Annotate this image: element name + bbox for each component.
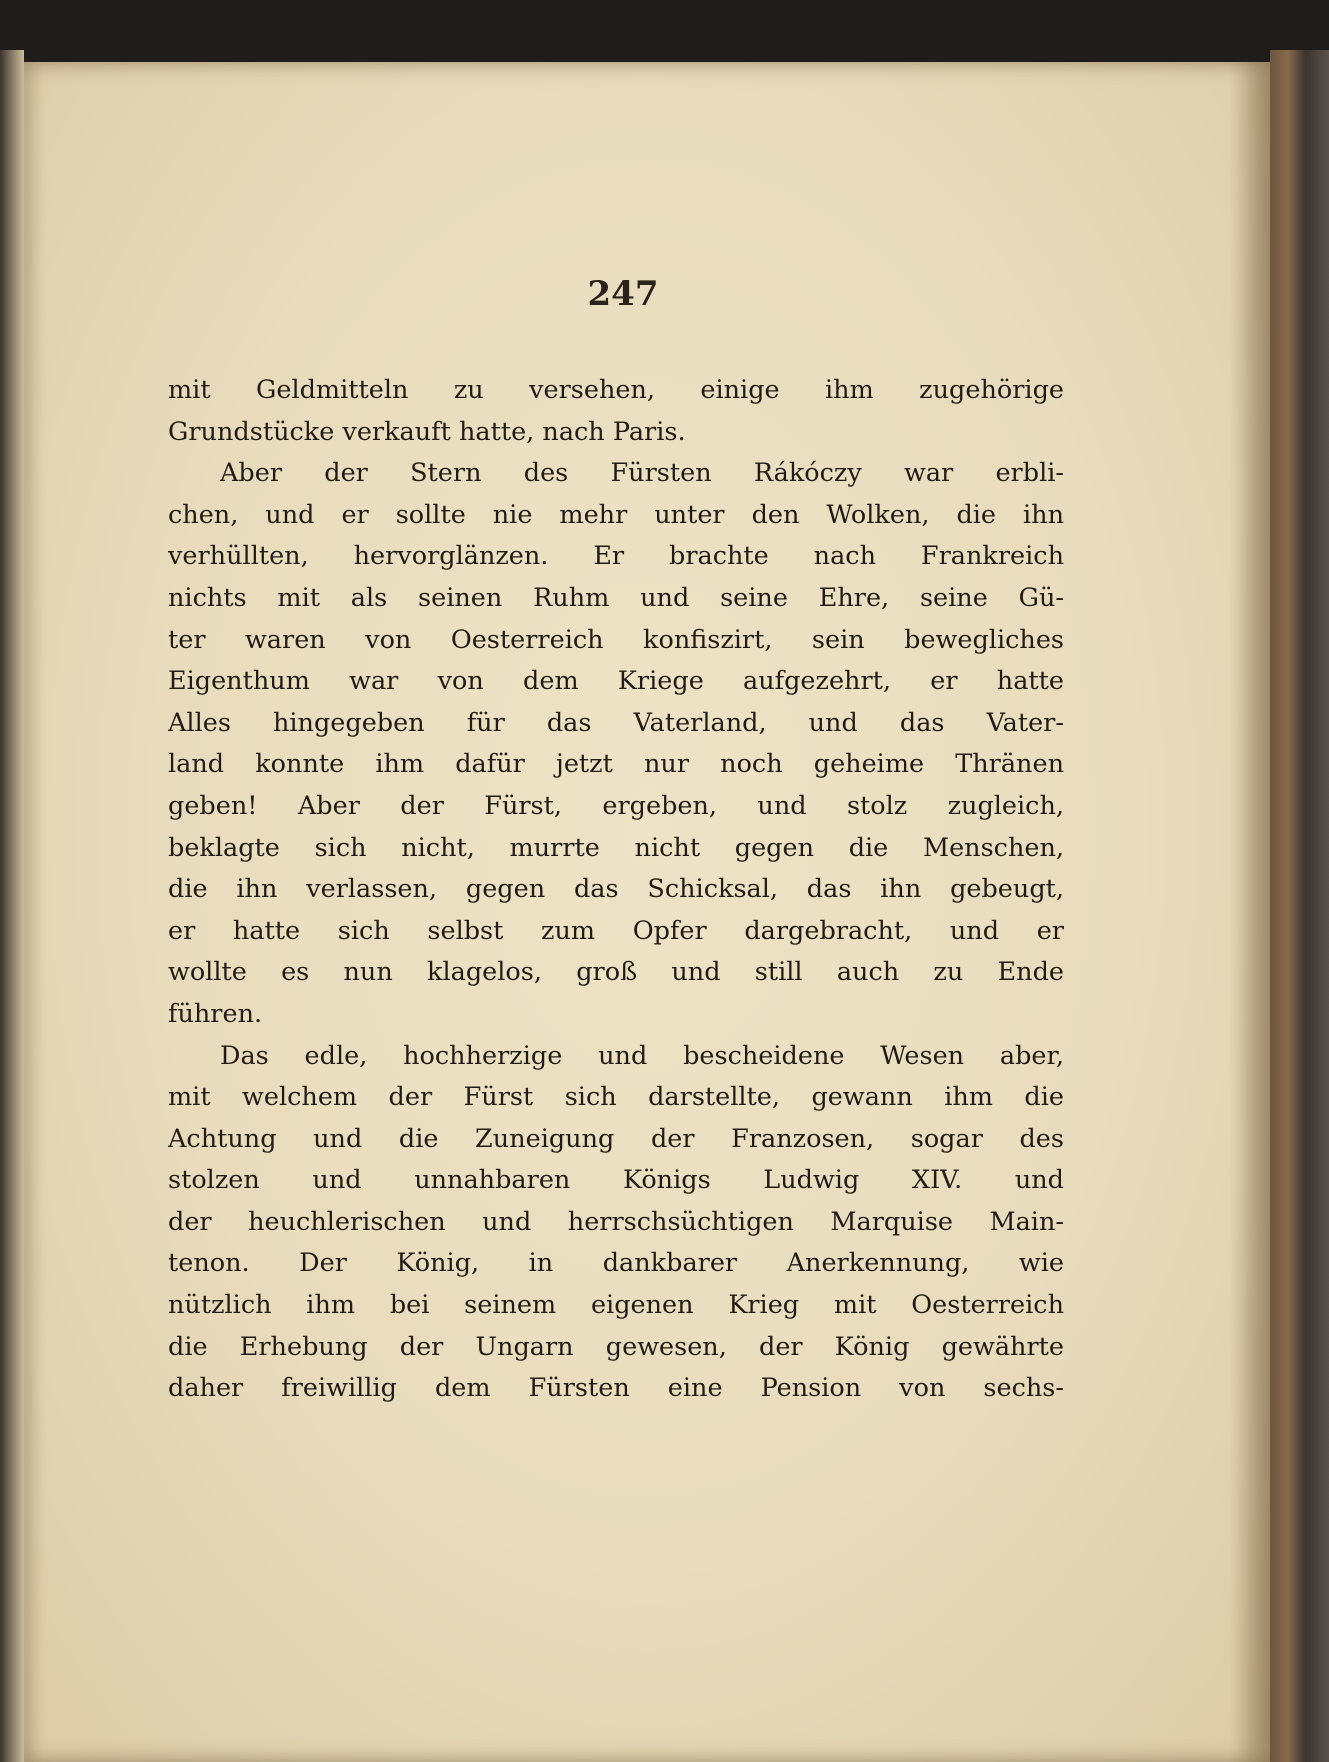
text-line: chen, und er sollte nie mehr unter den Wolken, die ihn xyxy=(168,499,1064,530)
text-line: die ihn verlassen, gegen das Schicksal, das ihn gebeugt, xyxy=(168,874,1064,905)
text-line: die Erhebung der Ungarn gewesen, der König gewährte xyxy=(168,1331,1064,1362)
text-line: Aber der Stern des Fürsten Rákóczy war erbli- xyxy=(220,458,1064,489)
text-line: verhüllten, hervorglänzen. Er brachte nach Frankreich xyxy=(168,541,1064,572)
book-page xyxy=(24,62,1270,1762)
text-line: Das edle, hochherzige und bescheidene Wesen aber, xyxy=(220,1040,1064,1071)
text-line: nichts mit als seinen Ruhm und seine Ehre, seine Gü- xyxy=(168,582,1064,613)
text-line: Alles hingegeben für das Vaterland, und das Vater- xyxy=(168,707,1064,738)
text-line: Achtung und die Zuneigung der Franzosen, sogar des xyxy=(168,1123,1064,1154)
text-line: ter waren von Oesterreich konfiszirt, sein bewegliches xyxy=(168,624,1064,655)
body-text xyxy=(168,370,1064,1520)
text-line: stolzen und unnahbaren Königs Ludwig XIV. und xyxy=(168,1165,1064,1196)
text-line: der heuchlerischen und herrschsüchtigen Marquise Main- xyxy=(168,1206,1064,1237)
text-line: mit welchem der Fürst sich darstellte, gewann ihm die xyxy=(168,1082,1064,1113)
text-line: führen. xyxy=(168,998,263,1029)
text-line: beklagte sich nicht, murrte nicht gegen die Menschen, xyxy=(168,832,1064,863)
text-line: er hatte sich selbst zum Opfer dargebracht, und er xyxy=(168,915,1064,946)
text-line: daher freiwillig dem Fürsten eine Pension von sechs- xyxy=(168,1373,1064,1404)
page-edge-shadow xyxy=(1230,62,1270,1762)
text-line: nützlich ihm bei seinem eigenen Krieg mit Oesterreich xyxy=(168,1290,1064,1321)
text-line: Grundstücke verkauft hatte, nach Paris. xyxy=(168,416,686,447)
book-cover-edge xyxy=(1270,50,1329,1762)
text-line: wollte es nun klagelos, groß und still auch zu Ende xyxy=(168,957,1064,988)
text-line: land konnte ihm dafür jetzt nur noch geheime Thränen xyxy=(168,749,1064,780)
text-line: geben! Aber der Fürst, ergeben, und stolz zugleich, xyxy=(168,790,1064,821)
text-line: Eigenthum war von dem Kriege aufgezehrt, er hatte xyxy=(168,666,1064,697)
page-number: 247 xyxy=(587,274,659,314)
text-line: mit Geldmitteln zu versehen, einige ihm zugehörige xyxy=(168,375,1064,405)
text-line: tenon. Der König, in dankbarer Anerkennung, wie xyxy=(168,1248,1064,1279)
